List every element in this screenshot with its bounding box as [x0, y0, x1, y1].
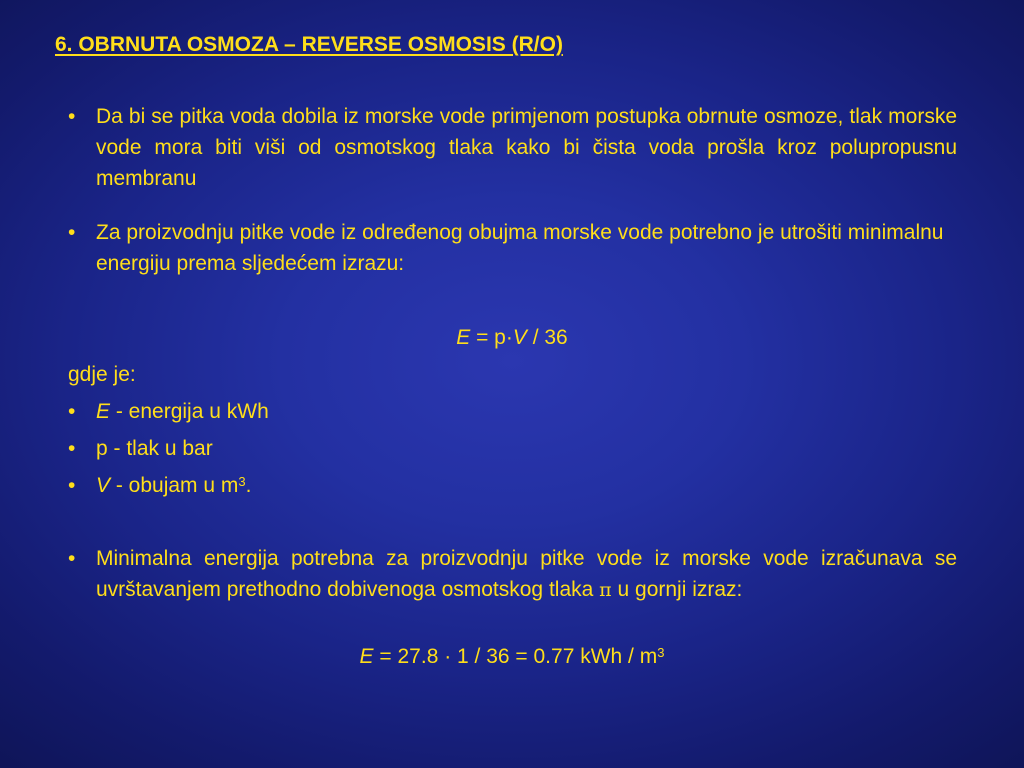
definition-superscript: 3 — [238, 474, 246, 489]
pi-symbol: π — [599, 579, 612, 601]
definition-suffix: . — [245, 474, 252, 497]
definition-desc: - energija u kWh — [110, 400, 269, 423]
bullet-item — [68, 101, 957, 194]
formula-var-e: E — [359, 645, 374, 668]
definition-item — [68, 433, 213, 464]
definition-item — [68, 470, 251, 501]
bullet-text: Za proizvodnju pitke vode iz određenog obujma morske vode potrebno je utrošiti minimalnu energiju prema sljedećem izrazu: — [96, 221, 944, 275]
bullet-text: Da bi se pitka voda dobila iz morske vode primjenom postupka obrnute osmoze, tlak morske vode mora biti viši od osmotskog tlaka kako bi čista voda prošla kroz polupropusnu membranu — [96, 105, 957, 190]
bullet-text-before-pi: Minimalna energija potrebna za proizvodnju pitke vode iz morske vode izračunava se uvrštavanjem prethodno dobivenoga osmotskog tlaka — [96, 547, 957, 601]
definition-item — [68, 396, 269, 427]
formula-var-v: V — [512, 326, 527, 349]
bullet-dot: • — [68, 400, 76, 423]
slide-title: 6. OBRNUTA OSMOZA – REVERSE OSMOSIS (R/O) — [55, 33, 563, 56]
formula-tail: / 36 — [526, 326, 568, 349]
bullet-text-after-pi: u gornji izraz: — [617, 578, 743, 601]
bullet-dot: • — [68, 547, 76, 570]
result-formula — [0, 641, 1024, 672]
definition-desc: - obujam u m — [110, 474, 239, 497]
definition-symbol: E — [96, 400, 111, 423]
formula-superscript: 3 — [657, 645, 665, 660]
definition-symbol: V — [96, 474, 111, 497]
bullet-dot: • — [68, 474, 76, 497]
bullet-text — [96, 543, 957, 606]
bullet-dot: • — [68, 105, 76, 128]
bullet-item — [68, 217, 957, 279]
formula-rest: = 27.8 · 1 / 36 = 0.77 kWh / m — [373, 645, 658, 668]
bullet-dot: • — [68, 221, 76, 244]
formula-var-e: E — [456, 326, 471, 349]
definition-desc: - tlak u bar — [107, 437, 213, 460]
bullet-item — [68, 543, 957, 606]
formula-middle: = p· — [470, 326, 513, 349]
bullet-dot: • — [68, 437, 76, 460]
energy-formula — [0, 322, 1024, 353]
where-label: gdje je: — [68, 363, 136, 386]
definition-symbol: p — [96, 437, 108, 460]
